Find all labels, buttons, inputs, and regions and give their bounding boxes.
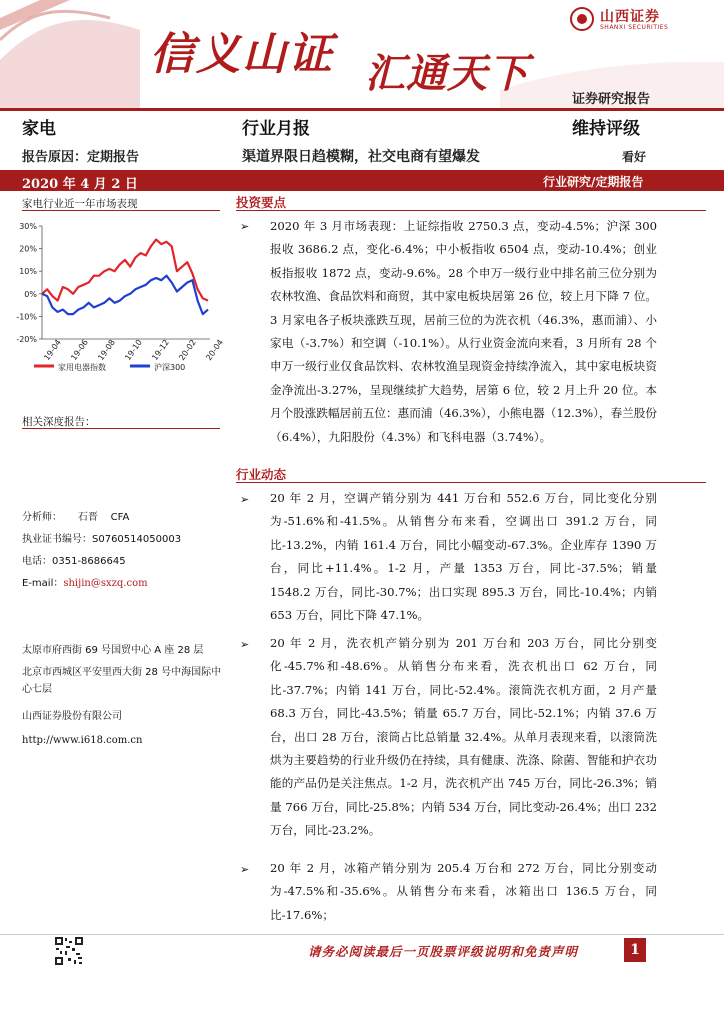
x-tick-label: 19-06 [69,337,90,363]
y-tick-label: 30% [19,222,37,231]
analyst-cert: CFA [110,512,130,523]
air-conditioner-paragraph: 20 年 2 月，空调产销分别为 441 万台和 552.6 万台，同比变化分别为-51.6%和-41.5%。从销售分布来看，空调出口 391.2 万台，同比-13.2%，内销 161.4 万台，同比小幅变动-67.3%。企业库存 1390 万台，同比+11.4%。1-2 月，产量 1353 万台，同比-37.5%；销量 1548.2 万台，同比-30.7%；出口实现 895.3 万台，同比-10.4%；内销 653 万台，同比下降 47.1%。 [270,491,657,623]
address-taiyuan: 太原市府西街 69 号国贸中心 A 座 28 层 [22,645,204,656]
series-line-csi300 [42,276,208,314]
rating-label: 维持评级 [572,119,640,139]
x-tick-label: 19-04 [42,337,63,363]
analyst-label: 分析师： [22,512,62,523]
y-tick-label: 10% [19,267,37,277]
x-tick-label: 20-02 [177,337,198,363]
footer-disclaimer: 请务必阅读最后一页股票评级说明和免责声明 [308,944,579,959]
header-divider [0,108,724,111]
bullet-arrow-icon: ➢ [240,863,250,876]
company-logo [568,4,718,36]
email-link[interactable]: shijin@sxzq.com [63,578,148,589]
logo-emblem-icon [570,7,594,31]
x-tick-label: 19-10 [123,337,144,363]
related-reports-rule [22,428,220,429]
address-beijing: 北京市西城区平安里西大街 28 号中海国际中心七层 [22,667,222,695]
slogan-left: 信义山证 [150,29,334,80]
legend-label: 沪深300 [154,363,186,372]
license-number: 执业证书编号：S0760514050003 [22,534,182,545]
market-performance-chart [10,214,225,384]
analyst-line [22,508,129,523]
page-number: 1 [624,938,646,962]
bullet-arrow-icon: ➢ [240,493,250,506]
outlook-label: 看好 [622,150,647,164]
footer-divider [0,934,724,935]
x-tick-label: 19-08 [96,337,117,363]
section-rule-industry-news [236,482,706,483]
company-name: 山西证券股份有限公司 [22,711,122,722]
report-headline: 渠道界限日趋模糊，社交电商有望爆发 [242,149,480,165]
washing-machine-paragraph: 20 年 2 月，洗衣机产销分别为 201 万台和 203 万台，同比分别变化-45.7%和-48.6%。从销售分布来看，洗衣机出口 62 万台，同比-37.7%；内销 141 万台，同比-52.4%。滚筒洗衣机方面，2 月产量 68.3 万台，同比-43.5%；销量 65.7 万台，同比-52.1%；内销 37.6 万台，出口 28 万台，滚筒占比总销量 32.4%。从单月表现来看，以滚筒洗烘为主要趋势的行业升级仍在持续，具有健康、洗涤、除菌、智能和护衣功能的产品仍是关注焦点。1-2 月，洗衣机产出 745 万台，同比-26.3%；销量 766 万台，同比-25.8%；内销 534 万台，同比变动-26.4%；出口 232 万台，同比-23.2%。 [270,636,657,838]
report-reason: 报告原因：定期报告 [22,150,140,165]
report-kind: 行业月报 [242,119,310,139]
refrigerator-paragraph: 20 年 2 月，冰箱产销分别为 205.4 万台和 272 万台，同比分别变动为-47.5%和-35.6%。从销售分布来看，冰箱出口 136.5 万台，同比-17.6%； [270,861,657,922]
email-line [22,574,148,589]
y-tick-label: -20% [16,335,37,344]
x-tick-label: 20-04 [204,337,225,363]
report-date: 2020 年 4 月 2 日 [22,177,138,192]
chart-title: 家电行业近一年市场表现 [22,198,138,210]
company-website[interactable]: http://www.i618.com.cn [22,735,143,746]
document-type: 证券研究报告 [572,92,651,107]
industry-label: 家电 [22,119,56,139]
y-tick-label: 0% [24,289,37,299]
email-label: E-mail： [22,578,64,589]
highlights-paragraph: 2020 年 3 月市场表现：上证综指收 2750.3 点，变动-4.5%；沪深 300 报收 3686.2 点，变化-6.4%；中小板指收 6504 点，变动-10.4%；创业板指报收 1872 点，变动-9.6%。28 个申万一级行业中排名前三位分别为农林牧渔、食品饮料和商贸，其中家电板块居第 26 位，较上月下降 7 位。3 月家电各子板块涨跌互现，居前三位的为洗衣机（46.3%，惠而浦）、小家电（-3.7%）和空调（-10.1%）。从行业资金流向来看，3 月所有 28 个申万一级行业仅食品饮料、农林牧渔呈现资金持续净流入，其中家电板块资金净流出-3.27%，呈现继续扩大趋势，居第 6 位，较 2 月上升 20 位。本月个股涨跌幅居前五位：惠而浦（46.3%），小熊电器（12.3%），春兰股份（6.4%），九阳股份（4.3%）和飞科电器（3.74%）。 [270,219,657,444]
report-category: 行业研究/定期报告 [543,175,644,189]
section-title-highlights: 投资要点 [236,195,287,210]
section-rule-highlights [236,210,706,211]
series-line-appliance-index [42,240,208,301]
section-title-industry-news: 行业动态 [236,467,287,482]
chart-title-rule [22,210,220,211]
y-tick-label: 20% [19,244,37,254]
related-reports-title: 相关深度报告： [22,416,96,428]
bullet-arrow-icon: ➢ [240,220,250,233]
qr-code-icon [54,936,84,966]
logo-name-cn: 山西证券 [600,9,660,25]
x-tick-label: 19-12 [150,337,171,363]
y-tick-label: -10% [16,312,37,322]
phone-number: 电话：0351-8686645 [22,556,126,567]
bullet-arrow-icon: ➢ [240,638,250,651]
logo-name-en: SHANXI SECURITIES [600,24,669,31]
analyst-name: 石晋 [77,512,98,523]
legend-label: 家用电器指数 [58,363,106,372]
slogan-right: 汇通天下 [365,50,529,97]
